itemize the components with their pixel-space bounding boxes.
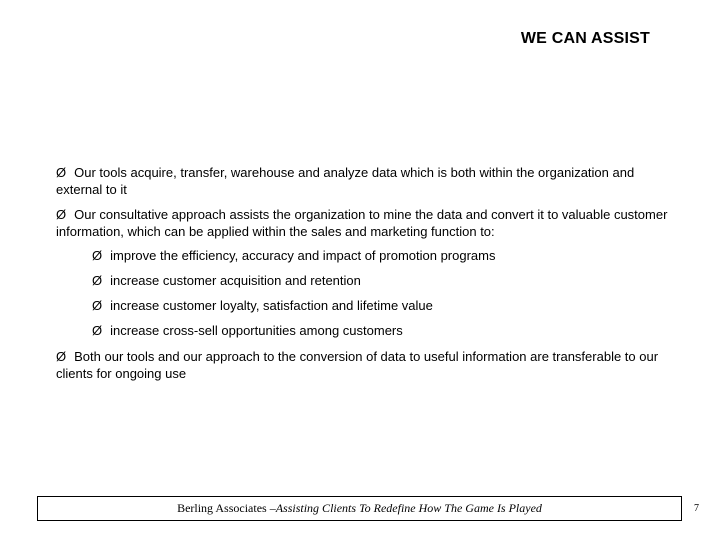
arrow-bullet-icon: Ø [92, 323, 103, 338]
sub-bullet-loyalty [92, 297, 652, 314]
arrow-bullet-icon: Ø [92, 298, 103, 313]
arrow-bullet-icon: Ø [56, 349, 67, 364]
sub-bullet-text: increase customer loyalty, satisfaction and lifetime value [110, 298, 433, 313]
bullet-approach [56, 206, 676, 240]
page-number: 7 [694, 503, 699, 514]
arrow-bullet-icon: Ø [92, 248, 103, 263]
bullet-text: Both our tools and our approach to the conversion of data to useful information are transferable to our clients for ongoing use [56, 349, 659, 381]
bullet-text: Our consultative approach assists the organization to mine the data and convert it to valuable customer information, which can be applied within the sales and marketing function to: [56, 207, 668, 239]
bullet-text: Our tools acquire, transfer, warehouse and analyze data which is both within the organization and external to it [56, 165, 635, 197]
sub-bullet-acquisition [92, 272, 652, 289]
page-title: WE CAN ASSIST [520, 30, 650, 47]
footer-company: Berling Associates – [177, 501, 276, 515]
bullet-tools [56, 164, 676, 198]
sub-bullet-text: increase customer acquisition and retention [110, 273, 361, 288]
arrow-bullet-icon: Ø [56, 207, 67, 222]
arrow-bullet-icon: Ø [56, 165, 67, 180]
footer [37, 496, 682, 521]
bullet-transferable [56, 348, 676, 382]
arrow-bullet-icon: Ø [92, 273, 103, 288]
sub-bullet-cross-sell [92, 322, 652, 339]
sub-bullet-text: improve the efficiency, accuracy and impact of promotion programs [110, 248, 496, 263]
sub-bullet-efficiency [92, 247, 652, 264]
sub-bullet-text: increase cross-sell opportunities among customers [110, 323, 403, 338]
footer-tagline: Assisting Clients To Redefine How The Game Is Played [275, 501, 542, 515]
